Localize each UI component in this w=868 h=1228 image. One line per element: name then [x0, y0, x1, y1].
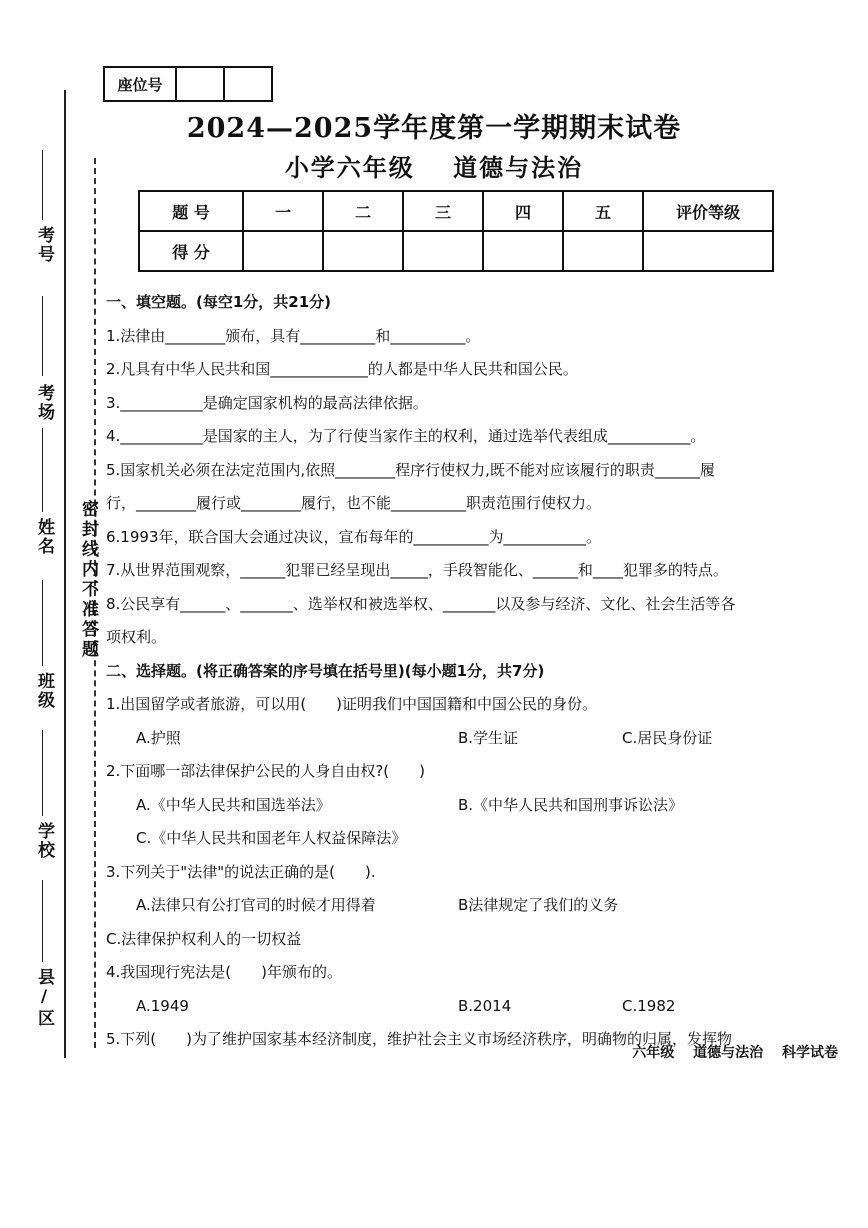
- mc-question-5: 5.下列( )为了维护国家基本经济制度，维护社会主义市场经济秩序，明确物的归属，发挥物: [106, 1030, 733, 1048]
- score-header-cell: 一: [243, 191, 323, 231]
- option-b[interactable]: B.2014: [458, 996, 512, 1015]
- score-cell-3[interactable]: [403, 231, 483, 271]
- score-header-cell: 题 号: [139, 191, 243, 231]
- score-cell-2[interactable]: [323, 231, 403, 271]
- option-b[interactable]: B.《中华人民共和国刑事诉讼法》: [458, 795, 684, 814]
- question-line: 8.公民享有______、_______、选举权和被选举权、_______以及参与经济、文化、社会生活等各: [106, 594, 736, 613]
- mc-options-3: [106, 889, 786, 923]
- seat-cell-1[interactable]: [176, 67, 224, 101]
- mc-options-4: [106, 990, 786, 1024]
- question-line: 2.凡具有中华人民共和国_____________的人都是中华人民共和国公民。: [106, 360, 578, 378]
- question-line: 3.___________是确定国家机构的最高法律依据。: [106, 393, 428, 412]
- mc-question-2: 2.下面哪一部法律保护公民的人身自由权?( ): [106, 762, 425, 780]
- margin-label-exam-number: 考号: [34, 226, 54, 264]
- margin-label-district: 县/区: [34, 968, 54, 1028]
- score-header-cell: 三: [403, 191, 483, 231]
- seat-label: 座位号: [104, 67, 176, 101]
- margin-blank-exam-room[interactable]: [42, 296, 43, 376]
- mc-options-1: [106, 722, 786, 756]
- margin-label-class: 班级: [34, 672, 54, 710]
- margin-blank-class[interactable]: [42, 580, 43, 666]
- option-b[interactable]: B法律规定了我们的义务: [458, 896, 619, 914]
- grade-label: 小学六年级: [284, 153, 415, 182]
- seat-cell-2[interactable]: [224, 67, 272, 101]
- score-cell-4[interactable]: [483, 231, 563, 271]
- score-cell-1[interactable]: [243, 231, 323, 271]
- question-line: 7.从世界范围观察，______犯罪已经呈现出_____，手段智能化、______和____犯罪多的特点。: [106, 561, 728, 579]
- footer-grade: 六年级: [632, 1045, 675, 1061]
- score-cell-5[interactable]: [563, 231, 643, 271]
- score-cell-grade[interactable]: [643, 231, 773, 271]
- question-line: 5.国家机关必须在法定范围内,依照________程序行使权力,既不能对应该履行的职责______履: [106, 460, 715, 479]
- margin-blank-district[interactable]: [42, 880, 43, 962]
- margin-blank-name[interactable]: [42, 428, 43, 512]
- score-header-cell: 四: [483, 191, 563, 231]
- question-line: 1.法律由________颁布，具有__________和__________。: [106, 326, 481, 345]
- seat-number-box: [103, 66, 273, 102]
- exam-title: 2024—2025学年度第一学期期末试卷: [186, 113, 682, 144]
- section2-heading: 二、选择题。(将正确答案的序号填在括号里)(每小题1分，共7分): [106, 661, 545, 680]
- score-header-cell: 五: [563, 191, 643, 231]
- mc-question-3: 3.下列关于"法律"的说法正确的是( ).: [106, 862, 376, 881]
- mc-options-2: [106, 789, 786, 823]
- option-a[interactable]: A.1949: [136, 996, 189, 1015]
- option-a[interactable]: A.法律只有公打官司的时候才用得着: [136, 896, 376, 914]
- score-row-label: 得 分: [139, 231, 243, 271]
- score-table-header-row: [139, 191, 773, 231]
- question-line: 行，________履行或________履行，也不能__________职责范围行使权力。: [106, 494, 602, 512]
- option-c[interactable]: C.1982: [622, 996, 676, 1015]
- option-b[interactable]: B.学生证: [458, 728, 519, 747]
- mc-question-1: 1.出国留学或者旅游，可以用( )证明我们中国国籍和中国公民的身份。: [106, 695, 598, 713]
- question-line: 项权利。: [106, 628, 167, 646]
- seal-notice: 密封线内不准答题: [78, 500, 98, 660]
- score-header-cell: 二: [323, 191, 403, 231]
- exam-content: [106, 286, 786, 1057]
- subject-label: 道德与法治: [453, 153, 584, 182]
- option-c[interactable]: C.法律保护权利人的一切权益: [106, 929, 302, 948]
- margin-label-exam-room: 考场: [34, 384, 54, 422]
- score-table-score-row: [139, 231, 773, 271]
- option-a[interactable]: A.《中华人民共和国选举法》: [136, 795, 331, 814]
- question-line: 4.___________是国家的主人，为了行使当家作主的权利，通过选举代表组成___________。: [106, 427, 706, 445]
- option-a[interactable]: A.护照: [136, 728, 181, 747]
- section1-heading: 一、填空题。(每空1分，共21分): [106, 293, 332, 311]
- margin-blank-school[interactable]: [42, 730, 43, 816]
- option-c[interactable]: C.居民身份证: [622, 728, 713, 747]
- score-table: [138, 190, 774, 272]
- page-footer: [618, 1042, 838, 1062]
- mc-question-4: 4.我国现行宪法是( )年颁布的。: [106, 963, 343, 981]
- footer-paper: 科学试卷: [782, 1045, 838, 1061]
- margin-label-school: 学校: [34, 822, 54, 860]
- binding-line: [64, 90, 66, 1058]
- footer-subject: 道德与法治: [693, 1045, 764, 1061]
- question-line: 6.1993年，联合国大会通过决议，宣布每年的__________为___________。: [106, 527, 601, 546]
- score-header-cell: 评价等级: [643, 191, 773, 231]
- option-c[interactable]: C.《中华人民共和国老年人权益保障法》: [136, 829, 407, 847]
- exam-subtitle: [0, 148, 868, 183]
- margin-label-name: 姓名: [34, 518, 54, 556]
